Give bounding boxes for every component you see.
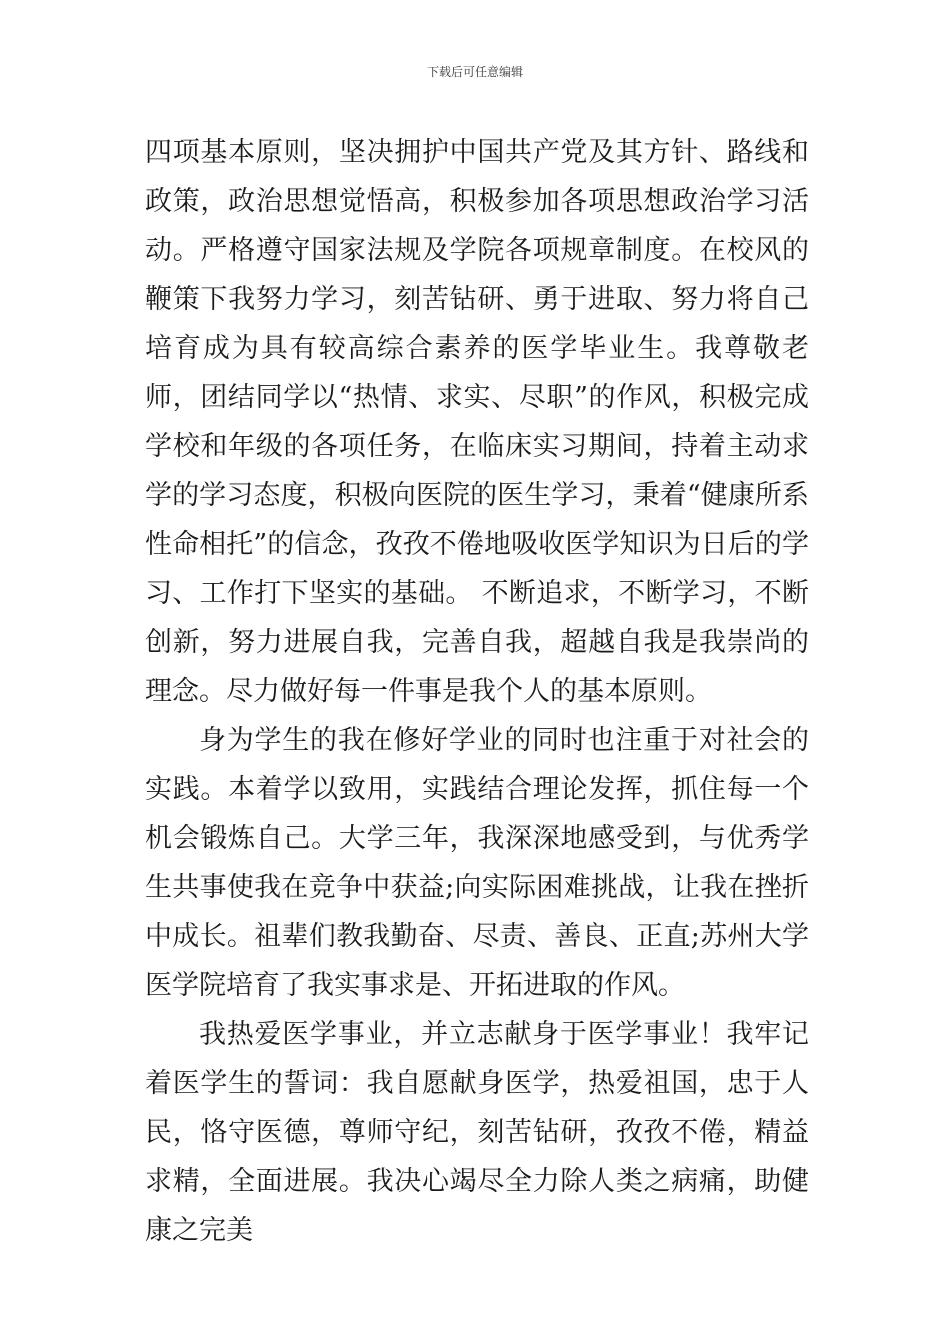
- paragraph-principles: 四项基本原则，坚决拥护中国共产党及其方针、路线和政策，政治思想觉悟高，积极参加各项思想政治学习活动。严格遵守国家法规及学院各项规章制度。在校风的鞭策下我努力学习，刻苦钻研、勇于进取、努力将自己培育成为具有较高综合素养的医学毕业生。我尊敬老师，团结同学以“热情、求实、尽职”的作风，积极完成学校和年级的各项任务，在临床实习期间，持着主动求学的学习态度，积极向医院的医生学习，秉着“健康所系性命相托”的信念，孜孜不倦地吸收医学知识为日后的学习、工作打下坚实的基础。 不断追求，不断学习，不断创新，努力进展自我，完善自我，超越自我是我崇尚的理念。尽力做好每一件事是我个人的基本原则。: [145, 137, 809, 707]
- paragraph-practice: 身为学生的我在修好学业的同时也注重于对社会的实践。本着学以致用，实践结合理论发挥，抓住每一个机会锻炼自己。大学三年，我深深地感受到，与优秀学生共事使我在竞争中获益;向实际困难挑战，让我在挫折中成长。祖辈们教我勤奋、尽责、善良、正直;苏州大学医学院培育了我实事求是、开拓进取的作风。: [145, 725, 809, 1001]
- paragraph-oath: 我热爱医学事业，并立志献身于医学事业！我牢记着医学生的誓词：我自愿献身医学，热爱祖国，忠于人民，恪守医德，尊师守纪，刻苦钻研，孜孜不倦，精益求精，全面进展。我决心竭尽全力除人类之病痛，助健康之完美: [145, 1019, 809, 1246]
- document-body: [145, 128, 809, 1255]
- page-header-note: 下载后可任意编辑: [426, 65, 523, 79]
